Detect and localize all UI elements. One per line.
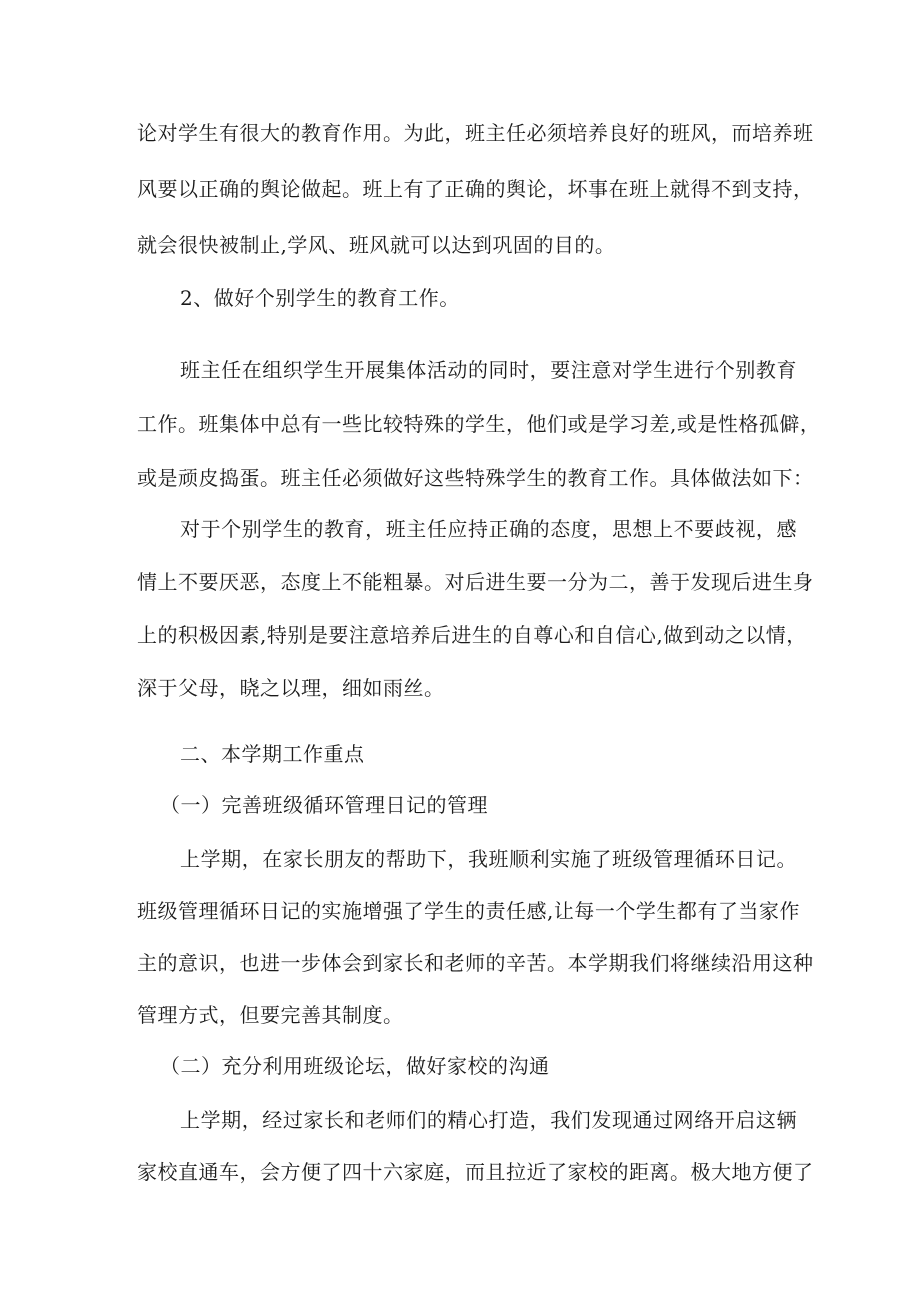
paragraph-4-line-3: 主的意识，也进一步体会到家长和老师的辛苦。本学期我们将继续沿用这种 <box>137 951 814 975</box>
paragraph-2-line-1: 班主任在组织学生开展集体活动的同时，要注意对学生进行个别教育 <box>180 358 797 382</box>
paragraph-4-line-4: 管理方式，但要完善其制度。 <box>137 1003 404 1027</box>
subsection-2-title: （二）充分利用班级论坛，做好家校的沟通 <box>160 1054 550 1078</box>
paragraph-1-line-2: 风要以正确的舆论做起。班上有了正确的舆论，坏事在班上就得不到支持， <box>137 177 814 201</box>
paragraph-3-line-4: 深于父母，晓之以理，细如雨丝。 <box>137 676 445 700</box>
paragraph-2-line-2: 工作。班集体中总有一些比较特殊的学生，他们或是学习差,或是性格孤僻， <box>137 412 821 436</box>
paragraph-3-line-3: 上的积极因素,特别是要注意培养后进生的自尊心和自信心,做到动之以情， <box>137 623 807 647</box>
heading-2: 2、做好个别学生的教育工作。 <box>180 286 460 310</box>
paragraph-4-line-1: 上学期，在家长朋友的帮助下，我班顺利实施了班级管理循环日记。 <box>180 847 797 871</box>
paragraph-1-line-3: 就会很快被制止,学风、班风就可以达到巩固的目的。 <box>137 233 616 257</box>
paragraph-3-line-1: 对于个别学生的教育，班主任应持正确的态度，思想上不要歧视，感 <box>180 517 797 541</box>
paragraph-2-line-3: 或是顽皮捣蛋。班主任必须做好这些特殊学生的教育工作。具体做法如下： <box>137 466 814 490</box>
paragraph-5-line-1: 上学期，经过家长和老师们的精心打造，我们发现通过网络开启这辆 <box>180 1108 797 1132</box>
paragraph-4-line-2: 班级管理循环日记的实施增强了学生的责任感,让每一个学生都有了当家作 <box>137 899 800 923</box>
paragraph-5-line-2: 家校直通车，会方便了四十六家庭，而且拉近了家校的距离。极大地方便了 <box>137 1160 814 1184</box>
section-2-title: 二、本学期工作重点 <box>180 742 365 766</box>
paragraph-3-line-2: 情上不要厌恶，态度上不能粗暴。对后进生要一分为二，善于发现后进生身 <box>137 570 814 594</box>
paragraph-1-line-1: 论对学生有很大的教育作用。为此，班主任必须培养良好的班风，而培养班 <box>137 121 814 145</box>
subsection-1-title: （一）完善班级循环管理日记的管理 <box>160 793 488 817</box>
